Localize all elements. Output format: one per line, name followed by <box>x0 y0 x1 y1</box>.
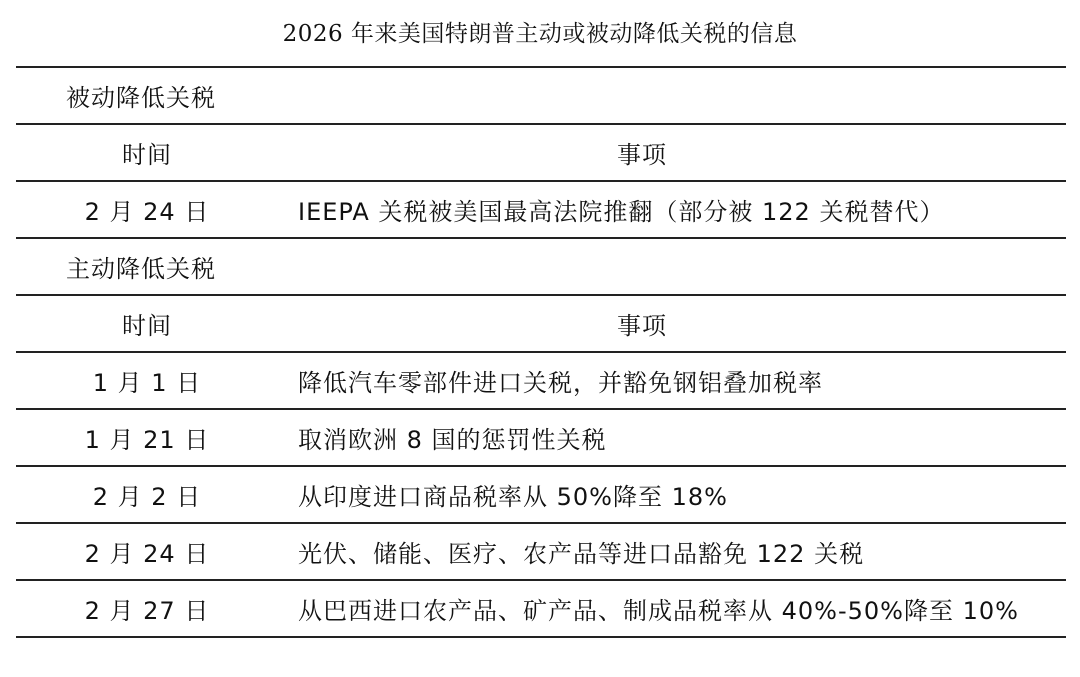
section-label: 被动降低关税 <box>66 84 216 112</box>
header-time: 时间 <box>122 312 172 340</box>
row-time: 1 月 21 日 <box>84 426 210 454</box>
row-event: 降低汽车零部件进口关税，并豁免钢铝叠加税率 <box>298 369 823 397</box>
row-event: 从印度进口商品税率从 50%降至 18% <box>298 483 728 511</box>
row-time: 2 月 2 日 <box>92 483 202 511</box>
section-label: 主动降低关税 <box>66 255 216 283</box>
table-header-row <box>16 296 1066 353</box>
header-event: 事项 <box>617 141 667 169</box>
table-row <box>16 467 1066 524</box>
table-row <box>16 410 1066 467</box>
header-event: 事项 <box>617 312 667 340</box>
section-passive-label <box>16 68 1066 125</box>
page-title: 2026 年来美国特朗普主动或被动降低关税的信息 <box>282 21 798 47</box>
row-time: 1 月 1 日 <box>92 369 202 397</box>
row-time: 2 月 27 日 <box>84 597 210 625</box>
row-event: IEEPA 关税被美国最高法院推翻（部分被 122 关税替代） <box>298 198 945 226</box>
header-time: 时间 <box>122 141 172 169</box>
table-header-row <box>16 125 1066 182</box>
section-active-label <box>16 239 1066 296</box>
table-row <box>16 353 1066 410</box>
row-event: 光伏、储能、医疗、农产品等进口品豁免 122 关税 <box>298 540 865 568</box>
table-row <box>16 581 1066 638</box>
row-time: 2 月 24 日 <box>84 198 210 226</box>
row-event: 取消欧洲 8 国的惩罚性关税 <box>298 426 607 454</box>
row-event: 从巴西进口农产品、矿产品、制成品税率从 40%-50%降至 10% <box>298 597 1019 625</box>
table-row <box>16 182 1066 239</box>
row-time: 2 月 24 日 <box>84 540 210 568</box>
tariff-table <box>16 66 1066 638</box>
table-row <box>16 524 1066 581</box>
